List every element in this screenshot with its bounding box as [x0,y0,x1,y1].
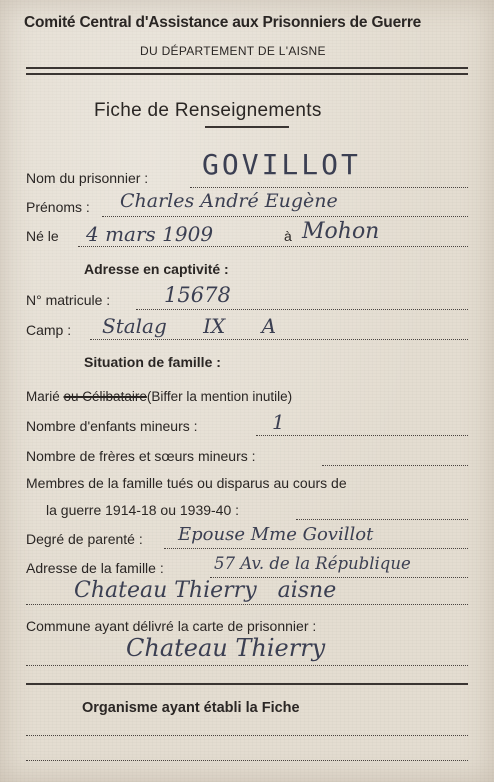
nom-dotted-line [190,187,468,188]
nom-value: GOVILLOT [202,148,361,181]
header-rule-bottom [26,73,468,75]
organisme-heading: Organisme ayant établi la Fiche [82,700,300,716]
committee-title: Comité Central d'Assistance aux Prisonniers de Guerre [24,14,422,31]
adresse-famille-label: Adresse de la famille : [26,560,164,576]
enfants-value: 1 [272,410,285,434]
a-label: à [284,228,292,244]
enfants-dotted-line [256,435,468,436]
commune-value: Chateau Thierry [126,634,326,662]
matricule-dotted-line [136,309,468,310]
adresse-captivite-heading: Adresse en captivité : [84,261,229,277]
marital-status-line [26,389,292,404]
celibataire-option-struck: ou Célibataire [63,389,147,404]
adresse-famille-value-line1: 57 Av. de la République [214,554,411,573]
matricule-value: 15678 [164,283,231,307]
camp-value: Stalag IX A [102,314,277,338]
birth-place-value: Mohon [302,219,380,244]
marie-option: Marié [26,389,60,404]
prenoms-dotted-line [102,216,468,217]
membres-label-line2: la guerre 1914-18 ou 1939-40 : [46,502,240,518]
membres-dotted-line [296,519,468,520]
nom-label: Nom du prisonnier : [26,170,149,186]
camp-dotted-line [90,339,468,340]
ne-dotted-line [78,246,468,247]
enfants-label: Nombre d'enfants mineurs : [26,418,198,434]
adresse-famille-value-line2: Chateau Thierry aisne [74,578,337,603]
camp-label: Camp : [26,322,72,338]
adresse-famille-dotted-line2 [26,604,468,605]
title-underline [205,126,289,128]
section-divider [26,683,468,685]
birth-date-value: 4 mars 1909 [86,222,214,246]
prenoms-label: Prénoms : [26,199,90,215]
organisme-dotted-line1 [26,735,468,736]
commune-label: Commune ayant délivré la carte de prisonnier : [26,618,317,634]
parente-value: Epouse Mme Govillot [178,524,374,545]
header-rule-top [26,67,468,69]
parente-dotted-line [164,548,468,549]
situation-famille-heading: Situation de famille : [84,354,221,370]
freres-soeurs-label: Nombre de frères et sœurs mineurs : [26,448,256,464]
form-title: Fiche de Renseignements [94,100,322,121]
prenoms-value: Charles André Eugène [120,190,338,212]
parente-label: Degré de parenté : [26,531,143,547]
commune-dotted-line [26,665,468,666]
department-subtitle: DU DÉPARTEMENT DE L'AISNE [140,44,326,58]
ne-le-label: Né le [26,228,59,244]
biffer-instruction: (Biffer la mention inutile) [146,389,293,404]
matricule-label: N° matricule : [26,292,111,308]
membres-label-line1: Membres de la famille tués ou disparus au cours de [26,475,347,491]
freres-soeurs-dotted-line [322,465,468,466]
organisme-dotted-line2 [26,760,468,761]
